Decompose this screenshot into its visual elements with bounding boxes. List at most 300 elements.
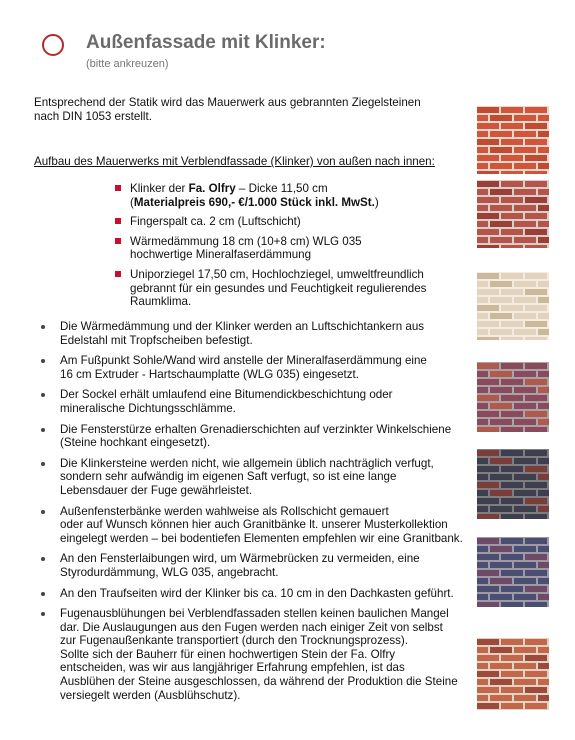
brick (538, 329, 549, 335)
brick (490, 205, 512, 211)
wall-layer-item (115, 268, 465, 309)
brick (501, 498, 523, 504)
brick (490, 131, 512, 137)
brick (501, 570, 523, 576)
brick-texture (477, 362, 549, 432)
layer-line: Wärmedämmung 18 cm (10+8 cm) WLG 035 (130, 234, 362, 248)
brick (490, 297, 512, 303)
brick (490, 695, 512, 701)
bullet-dot-icon (41, 557, 45, 561)
brick (538, 189, 549, 195)
brick (477, 411, 499, 417)
brick (477, 205, 488, 211)
brick (501, 197, 523, 203)
brick (501, 482, 523, 488)
bullet-dot-icon (41, 393, 45, 397)
brick (477, 602, 499, 607)
brick (538, 147, 549, 153)
brick (477, 387, 488, 393)
brick (477, 139, 499, 145)
bullet-dot-icon (41, 510, 45, 514)
section-heading: Aufbau des Mauerwerks mit Verblendfassade (Klinker) von außen nach innen: (34, 155, 435, 168)
red-square-bullet-icon (115, 185, 121, 191)
brick (538, 281, 549, 287)
wall-layer-item (115, 235, 465, 262)
brick (525, 703, 547, 709)
brick (501, 411, 523, 417)
brick (501, 321, 523, 327)
brick (501, 703, 523, 709)
brick (490, 647, 512, 653)
brick (525, 687, 547, 693)
brick (514, 237, 536, 243)
intro-paragraph (34, 96, 454, 124)
brick (525, 139, 547, 145)
brick (501, 273, 523, 279)
brick (477, 321, 499, 327)
note-line: sondern sehr aufwändig im eigenen Saft verfugt, so ist eine lange (60, 470, 397, 484)
construction-note (40, 423, 480, 450)
brick (514, 490, 536, 496)
brick (477, 337, 499, 340)
brick-sample-bright-red-brick (477, 106, 549, 174)
brick (501, 538, 523, 544)
brick (477, 490, 488, 496)
red-square-bullet-icon (115, 218, 121, 224)
layer-line: Raumklima. (130, 295, 192, 309)
brick-texture (477, 272, 549, 340)
brick (525, 427, 547, 432)
brick (525, 655, 547, 661)
construction-note (40, 505, 480, 546)
red-square-bullet-icon (115, 238, 121, 244)
brick (514, 205, 536, 211)
brick (538, 594, 549, 600)
brick (477, 197, 499, 203)
brick (538, 578, 549, 584)
brick (490, 115, 512, 121)
note-line: Ausblühen der Steine ausgeschlossen, da während der Produktion die Steine (60, 675, 458, 689)
brick (477, 115, 488, 121)
brick (490, 578, 512, 584)
brick (538, 115, 549, 121)
layer-line: (Materialpreis 690,- €/1.000 Stück inkl. MwSt.) (130, 195, 379, 209)
layer-line: Fingerspalt ca. 2 cm (Luftschicht) (130, 215, 301, 229)
brick-sample-purple-red-brick (477, 362, 549, 432)
layer-line: Uniporziegel 17,50 cm, Hochlochziegel, umweltfreundlich (130, 267, 424, 281)
brick-sample-blue-purple-brick (477, 537, 549, 607)
brick (477, 245, 499, 248)
construction-note (40, 354, 480, 381)
brick (538, 679, 549, 685)
brick (525, 538, 547, 544)
brick (501, 245, 523, 248)
brick (525, 450, 547, 456)
brick (477, 570, 499, 576)
brick (477, 466, 499, 472)
brick-texture (477, 638, 549, 710)
brick (538, 387, 549, 393)
brick-texture (477, 537, 549, 607)
brick (490, 329, 512, 335)
page-title: Außenfassade mit Klinker: (86, 32, 326, 53)
brick (501, 363, 523, 369)
brick (490, 387, 512, 393)
construction-note (40, 388, 480, 415)
brick (477, 647, 488, 653)
brick (490, 562, 512, 568)
brick (525, 229, 547, 235)
brick (525, 337, 547, 340)
brick (477, 671, 499, 677)
note-line: An den Fensterlaibungen wird, um Wärmebrücken zu vermeiden, eine (60, 552, 420, 566)
brick (490, 663, 512, 669)
brick (501, 289, 523, 295)
brick (501, 687, 523, 693)
bullet-dot-icon (41, 462, 45, 466)
brick (525, 273, 547, 279)
brick (514, 371, 536, 377)
note-line: Die Klinkersteine werden nicht, wie allgemein üblich nachträglich verfugt, (60, 456, 434, 470)
brick (501, 107, 523, 113)
brick (501, 229, 523, 235)
brick (477, 514, 499, 519)
brick (525, 466, 547, 472)
brick (477, 482, 499, 488)
brick (477, 189, 488, 195)
brick (490, 371, 512, 377)
bullet-dot-icon (41, 612, 45, 616)
note-line: versiegelt werden (Ausblühschutz). (60, 688, 241, 702)
wall-layer-item (115, 215, 465, 229)
brick (538, 371, 549, 377)
brick (514, 647, 536, 653)
brick (490, 419, 512, 425)
brick (538, 237, 549, 243)
brick (501, 139, 523, 145)
brick-texture (477, 449, 549, 519)
brick (477, 237, 488, 243)
brick (525, 639, 547, 645)
brick (477, 221, 488, 227)
brick-texture (477, 106, 549, 174)
brick (525, 554, 547, 560)
brick (525, 411, 547, 417)
brick (477, 538, 499, 544)
brick (477, 594, 488, 600)
brick (477, 427, 499, 432)
brick (525, 123, 547, 129)
brick (514, 458, 536, 464)
brick-texture (477, 180, 549, 248)
brick (490, 163, 512, 169)
brick (514, 115, 536, 121)
brick (525, 514, 547, 519)
brick (501, 671, 523, 677)
brick (477, 562, 488, 568)
brick-sample-beige-brick (477, 272, 549, 340)
brick (514, 163, 536, 169)
brick (490, 237, 512, 243)
brick (477, 663, 488, 669)
brick (477, 506, 488, 512)
material-price: Materialpreis 690,- €/1.000 Stück inkl. MwSt. (133, 195, 375, 209)
brick (477, 554, 499, 560)
brick (514, 546, 536, 552)
brick (525, 482, 547, 488)
layer-line: hochwertige Mineralfaserdämmung (130, 248, 312, 262)
brick (477, 586, 499, 592)
brick (501, 395, 523, 401)
brick (514, 403, 536, 409)
brick (477, 281, 488, 287)
note-line: Fugenausblühungen bei Verblendfassaden stellen keinen baulichen Mangel (60, 607, 449, 621)
brick (525, 171, 547, 174)
brick (514, 131, 536, 137)
construction-notes-list (40, 320, 480, 709)
brick (525, 245, 547, 248)
note-line: Lebensdauer der Fuge gewährleistet. (60, 483, 253, 497)
brick (525, 305, 547, 311)
brick (538, 474, 549, 480)
brick (514, 679, 536, 685)
construction-note (40, 320, 480, 347)
wall-layer-list (115, 182, 465, 315)
red-square-bullet-icon (115, 271, 121, 277)
brick (514, 313, 536, 319)
brick (477, 371, 488, 377)
brick (538, 695, 549, 701)
brick (525, 213, 547, 219)
brick (525, 181, 547, 187)
brick (490, 313, 512, 319)
brick (477, 163, 488, 169)
brick (477, 213, 499, 219)
brick (514, 594, 536, 600)
brick (514, 474, 536, 480)
brick (477, 578, 488, 584)
brick (538, 647, 549, 653)
brick (525, 395, 547, 401)
brick (501, 181, 523, 187)
note-line: dar. Die Auslaugungen aus den Fugen werden nach einiger Zeit von selbst (60, 620, 443, 634)
brick (477, 131, 488, 137)
brick (514, 387, 536, 393)
brick (477, 474, 488, 480)
construction-note (40, 587, 480, 601)
brick (525, 363, 547, 369)
page-subtitle: (bitte ankreuzen) (86, 58, 169, 70)
brick (525, 289, 547, 295)
note-line: eingelegt werden – bei bodentiefen Elementen empfehlen wir eine Granitbank. (60, 531, 463, 545)
brick (514, 506, 536, 512)
brick (477, 395, 499, 401)
brick (490, 147, 512, 153)
brick (538, 403, 549, 409)
note-line: entscheiden, was wir aus langjähriger Erfahrung empfehlen, ist das (60, 661, 405, 675)
brick (514, 281, 536, 287)
brick (501, 305, 523, 311)
brick (525, 498, 547, 504)
brick (501, 466, 523, 472)
brick (477, 403, 488, 409)
brick (538, 313, 549, 319)
layer-line: Klinker der Fa. Olfry – Dicke 11,50 cm (130, 182, 328, 195)
note-line: Edelstahl mit Tropfscheiben befestigt. (60, 333, 253, 347)
brick (514, 562, 536, 568)
brick (490, 189, 512, 195)
bullet-dot-icon (41, 359, 45, 363)
brick (514, 147, 536, 153)
note-line: Die Wärmedämmung und der Klinker werden an Luftschichtankern aus (60, 320, 425, 333)
brick (477, 171, 499, 174)
brick (490, 490, 512, 496)
brick (538, 205, 549, 211)
brick (477, 419, 488, 425)
brick (501, 123, 523, 129)
brick (477, 123, 499, 129)
brick (525, 107, 547, 113)
construction-note (40, 607, 480, 702)
brick (477, 546, 488, 552)
note-line: zur Fugenaußenkante transportiert (durch den Trocknungsprozess). (60, 634, 408, 648)
brick-sample-dark-blue-brick (477, 449, 549, 519)
note-line: Sollte sich der Bauherr für einen hochwertigen Stein der Fa. Olfry (60, 647, 396, 661)
note-line: oder auf Wunsch können hier auch Granitbänke lt. unserer Musterkollektion (60, 518, 448, 532)
brick (525, 197, 547, 203)
brick (490, 679, 512, 685)
brick (477, 181, 499, 187)
brick (490, 546, 512, 552)
brick (477, 679, 488, 685)
note-line: Der Sockel erhält umlaufend eine Bitumendickbeschichtung oder (60, 388, 393, 402)
brick (501, 655, 523, 661)
brick (477, 450, 499, 456)
brick (490, 403, 512, 409)
brick (514, 329, 536, 335)
brick (525, 570, 547, 576)
note-line: Styrodurdämmung, WLG 035, angebracht. (60, 565, 279, 579)
brick (501, 554, 523, 560)
brick (477, 703, 499, 709)
brick (501, 379, 523, 385)
brick (525, 321, 547, 327)
brick (477, 329, 488, 335)
brick (477, 305, 499, 311)
brick (525, 155, 547, 161)
brick-sample-multicolor-red-brick (477, 638, 549, 710)
brick (477, 289, 499, 295)
brick (477, 313, 488, 319)
brick (501, 427, 523, 432)
brick (525, 602, 547, 607)
brick (477, 639, 499, 645)
brick (538, 297, 549, 303)
brick (477, 107, 499, 113)
brick (538, 490, 549, 496)
brick (538, 562, 549, 568)
brick (477, 458, 488, 464)
brick (477, 297, 488, 303)
brick (501, 639, 523, 645)
brick (538, 458, 549, 464)
brick (525, 379, 547, 385)
brick (514, 695, 536, 701)
brick (538, 163, 549, 169)
layer-line: gebrannt für ein gesundes und Feuchtigkeit regulierendes (130, 281, 427, 295)
intro-line: Entsprechend der Statik wird das Mauerwerk aus gebrannten Ziegelsteinen (34, 96, 421, 109)
brick (490, 281, 512, 287)
brick (514, 189, 536, 195)
brick (525, 671, 547, 677)
brick (490, 221, 512, 227)
note-line: 16 cm Extruder - Hartschaumplatte (WLG 035) eingesetzt. (60, 367, 359, 381)
wall-layer-item (115, 182, 465, 209)
note-line: An den Traufseiten wird der Klinker bis ca. 10 cm in den Dachkasten geführt. (60, 586, 454, 600)
brick (477, 687, 499, 693)
brick (538, 419, 549, 425)
brick (477, 379, 499, 385)
checkbox-circle[interactable] (42, 34, 64, 56)
brick (477, 273, 499, 279)
brick (514, 297, 536, 303)
brick (477, 695, 488, 701)
brick (501, 171, 523, 174)
note-line: Am Fußpunkt Sohle/Wand wird anstelle der Mineralfaserdämmung eine (60, 354, 427, 368)
brick (490, 506, 512, 512)
bullet-dot-icon (41, 428, 45, 432)
construction-note (40, 457, 480, 498)
brick (490, 474, 512, 480)
note-line: Die Fensterstürze erhalten Grenadierschichten auf verzinkter Winkelschiene (60, 422, 452, 436)
brick (525, 586, 547, 592)
brick (514, 663, 536, 669)
brick (538, 506, 549, 512)
brick (514, 578, 536, 584)
brick (538, 131, 549, 137)
brick (477, 229, 499, 235)
brick (538, 546, 549, 552)
brick (477, 147, 488, 153)
brick (501, 337, 523, 340)
brick (501, 155, 523, 161)
brick (477, 155, 499, 161)
brick (490, 458, 512, 464)
note-line: Außenfensterbänke werden wahlweise als Rollschicht gemauert (60, 504, 389, 518)
brick (477, 655, 499, 661)
brick (514, 419, 536, 425)
intro-line: nach DIN 1053 erstellt. (34, 110, 152, 123)
brick (538, 221, 549, 227)
brick (538, 663, 549, 669)
brick (477, 363, 499, 369)
bullet-dot-icon (41, 592, 45, 596)
manufacturer-name: Fa. Olfry (188, 182, 236, 195)
note-line: mineralische Dichtungsschlämme. (60, 401, 236, 415)
brick (490, 594, 512, 600)
brick (501, 586, 523, 592)
brick-sample-red-brown-brick (477, 180, 549, 248)
construction-note (40, 552, 480, 579)
brick (501, 213, 523, 219)
brick (501, 602, 523, 607)
brick (501, 450, 523, 456)
bullet-dot-icon (41, 325, 45, 329)
brick (514, 221, 536, 227)
brick (477, 498, 499, 504)
brick (501, 514, 523, 519)
note-line: (Steine hochkant eingesetzt). (60, 436, 211, 450)
